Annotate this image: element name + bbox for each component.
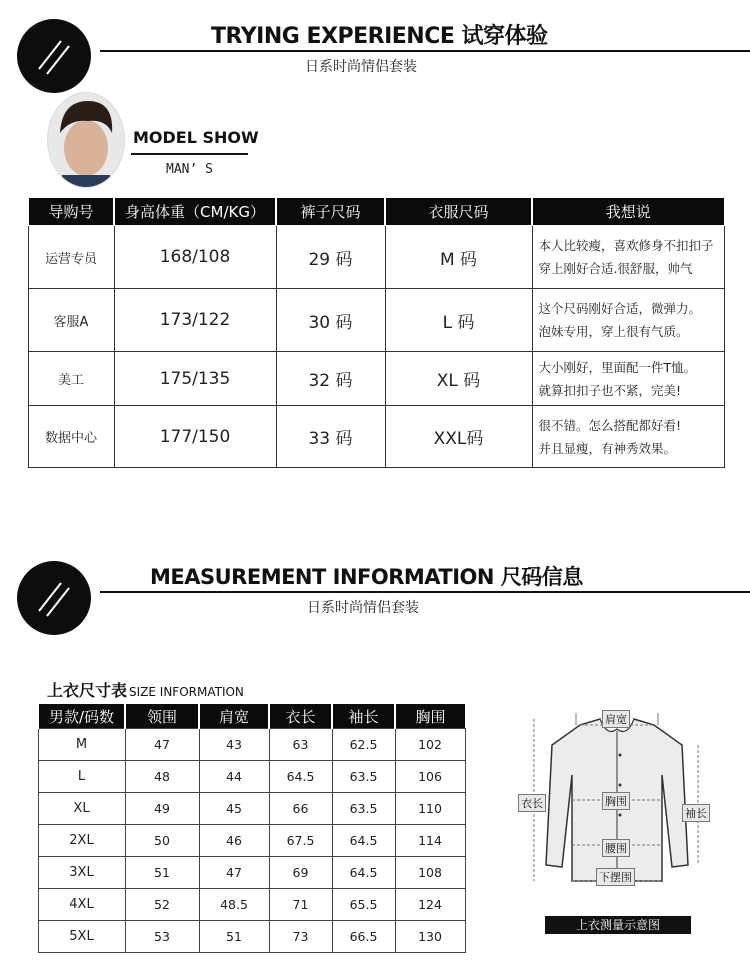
size-cell: 4XL [38,889,125,921]
value-cell: 48 [125,761,199,793]
size-table-title: 上衣尺寸表 SIZE INFORMATION [47,681,244,700]
value-cell: 64.5 [332,825,395,857]
top-size-cell: L 码 [385,289,532,352]
header-cell: 我想说 [532,198,724,226]
value-cell: 48.5 [199,889,269,921]
value-cell: 110 [395,793,465,825]
table-row [38,889,465,921]
comment-cell [532,226,724,289]
value-cell: 66.5 [332,921,395,953]
size-cell: 2XL [38,825,125,857]
header-cell: 衣服尺码 [385,198,532,226]
value-cell: 71 [269,889,332,921]
table-row [28,352,724,406]
comment-cell [532,352,724,406]
value-cell: 51 [199,921,269,953]
value-cell: 108 [395,857,465,889]
size-cell: L [38,761,125,793]
comment-cell [532,289,724,352]
header-cell: 身高体重（CM/KG） [114,198,276,226]
height-weight-cell: 168/108 [114,226,276,289]
value-cell: 64.5 [269,761,332,793]
value-cell: 45 [199,793,269,825]
size-table [37,704,466,953]
shirt-measurement-diagram [512,705,722,895]
shoulder-label: 肩宽 [602,710,630,728]
header-cell: 胸围 [395,704,465,729]
header-cell: 裤子尺码 [276,198,385,226]
header-cell: 袖长 [332,704,395,729]
top-size-cell: XXL码 [385,406,532,468]
table-row [38,921,465,953]
model-show-label: MODEL SHOW [133,128,259,147]
value-cell: 106 [395,761,465,793]
model-show-underline [131,153,248,155]
table-header-row [38,704,465,729]
height-weight-cell: 173/122 [114,289,276,352]
staff-cell: 数据中心 [28,406,114,468]
comment-line: 这个尺码刚好合适，微弹力。 [538,301,702,316]
value-cell: 52 [125,889,199,921]
value-cell: 53 [125,921,199,953]
value-cell: 66 [269,793,332,825]
header-cell: 领围 [125,704,199,729]
decorative-circle-icon [17,561,91,635]
staff-cell: 美工 [28,352,114,406]
decorative-circle-icon [17,19,91,93]
height-weight-cell: 175/135 [114,352,276,406]
value-cell: 44 [199,761,269,793]
trying-table [27,197,725,468]
size-cell: XL [38,793,125,825]
staff-cell: 运营专员 [28,226,114,289]
value-cell: 124 [395,889,465,921]
value-cell: 62.5 [332,729,395,761]
value-cell: 65.5 [332,889,395,921]
pants-size-cell: 29 码 [276,226,385,289]
size-cell: 3XL [38,857,125,889]
value-cell: 50 [125,825,199,857]
height-weight-cell: 177/150 [114,406,276,468]
table-row [28,289,724,352]
comment-line: 很不错。怎么搭配都好看! [538,417,682,433]
header-cell: 肩宽 [199,704,269,729]
pants-size-cell: 30 码 [276,289,385,352]
comment-line: 就算扣扣子也不紧，完美! [538,382,682,398]
header-cell: 男款/码数 [38,704,125,729]
waist-label: 腰围 [602,839,630,857]
comment-line: 本人比较瘦，喜欢修身不扣扣子 [538,238,714,253]
table-row [28,406,724,468]
staff-cell: 客服A [28,289,114,352]
header-cell: 导购号 [28,198,114,226]
value-cell: 43 [199,729,269,761]
value-cell: 102 [395,729,465,761]
table-header-row [28,198,724,226]
length-label: 衣长 [518,794,546,812]
size-cell: M [38,729,125,761]
comment-line: 穿上刚好合适.很舒服，帅气 [538,261,693,276]
hem-label: 下摆围 [596,868,635,886]
title-underline [100,591,750,593]
pants-size-cell: 33 码 [276,406,385,468]
chest-label: 胸围 [602,792,630,810]
value-cell: 73 [269,921,332,953]
value-cell: 49 [125,793,199,825]
table-row [38,729,465,761]
top-size-cell: XL 码 [385,352,532,406]
title-underline [100,50,750,52]
sleeve-label: 袖长 [682,804,710,822]
table-row [28,226,724,289]
value-cell: 63 [269,729,332,761]
section-subtitle: 日系时尚情侣套装 [307,600,419,616]
table-row [38,793,465,825]
diagram-caption: 上衣测量示意图 [545,916,691,934]
value-cell: 47 [199,857,269,889]
section-title: MEASUREMENT INFORMATION 尺码信息 [150,565,583,589]
header-cell: 衣长 [269,704,332,729]
value-cell: 63.5 [332,793,395,825]
value-cell: 67.5 [269,825,332,857]
top-size-cell: M 码 [385,226,532,289]
value-cell: 47 [125,729,199,761]
value-cell: 51 [125,857,199,889]
comment-cell [532,406,724,468]
comment-line: 大小刚好，里面配一件T恤。 [538,359,697,375]
table-row [38,857,465,889]
value-cell: 114 [395,825,465,857]
comment-line: 泡妹专用，穿上很有气质。 [538,324,689,339]
table-row [38,761,465,793]
value-cell: 63.5 [332,761,395,793]
section-title: TRYING EXPERIENCE 试穿体验 [211,24,548,49]
mans-label: MAN’ S [166,162,213,177]
comment-line: 并且显瘦，有神秀效果。 [538,440,677,456]
size-cell: 5XL [38,921,125,953]
value-cell: 130 [395,921,465,953]
model-avatar [47,92,125,188]
table-row [38,825,465,857]
pants-size-cell: 32 码 [276,352,385,406]
value-cell: 69 [269,857,332,889]
value-cell: 46 [199,825,269,857]
section-subtitle: 日系时尚情侣套装 [305,59,417,75]
value-cell: 64.5 [332,857,395,889]
